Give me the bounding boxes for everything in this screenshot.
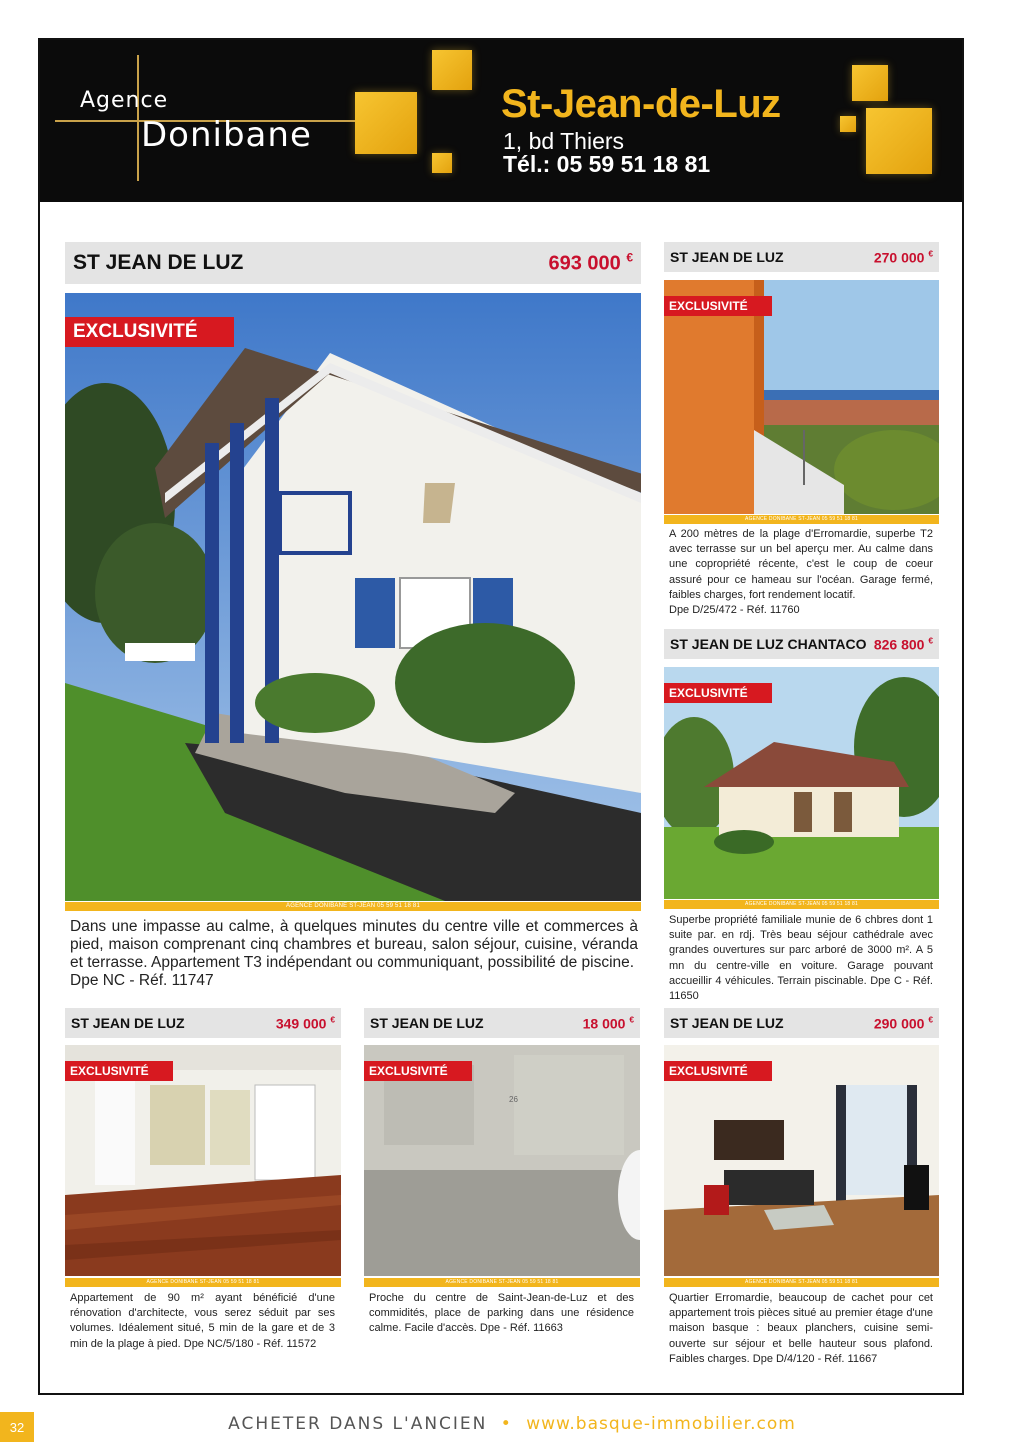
listing-bottom1-photo-credit: AGENCE DONIBANE ST-JEAN 05 59 51 18 81	[65, 1278, 341, 1287]
agency-city: St-Jean-de-Luz	[501, 82, 781, 126]
agency-phone: Tél.: 05 59 51 18 81	[503, 151, 711, 177]
listing-right1-location: ST JEAN DE LUZ	[670, 249, 784, 265]
listing-bottom2-location: ST JEAN DE LUZ	[370, 1015, 484, 1031]
listing-bottom3-description: Quartier Erromardie, beaucoup de cachet pour cet appartement trois pièces situé au premier étage d'une maison basque : beaux planchers, cuisine semi-ouverte sur séjour et belle hauteur sous plafond. Faibles charges. Dpe D/4/120 - Réf. 11667	[669, 1292, 933, 1365]
listing-bottom3-photo-credit: AGENCE DONIBANE ST-JEAN 05 59 51 18 81	[664, 1278, 939, 1287]
listing-bottom2-photo[interactable]	[364, 1045, 640, 1276]
listing-main-description: Dans une impasse au calme, à quelques minutes du centre ville et commerces à pied, maison comprenant cinq chambres et bureau, salon séjour, cuisine, véranda et terrasse. Appartement T3 indépendant ou communiquant, possibilité de piscine. Dpe NC - Réf. 11747	[70, 918, 638, 989]
listing-bottom3-title-bar	[664, 1008, 939, 1038]
listing-main-title-bar	[65, 242, 641, 284]
listing-bottom2-title-bar	[364, 1008, 640, 1038]
listing-right2-description: Superbe propriété familiale munie de 6 chbres dont 1 suite par. en rdj. Très beau séjour cathédrale avec grandes ouvertures sur parc arboré de 3000 m². A 5 mn du centre-ville en voiture. Garage pouvant accueillir 4 véhicules. Terrain piscinable. Dpe C - Réf. 11650	[669, 914, 933, 1003]
logo-divider-vertical	[137, 55, 139, 181]
listing-bottom1-photo[interactable]	[65, 1045, 341, 1276]
listing-main-exclusive-badge: EXCLUSIVITÉ	[65, 317, 234, 347]
logo-square-large	[355, 92, 417, 154]
listing-right2-exclusive-badge: EXCLUSIVITÉ	[664, 683, 772, 703]
agency-name-big: Donibane	[141, 115, 312, 155]
listing-bottom2-price: 18 000 €	[582, 1014, 634, 1032]
footer-website-link[interactable]: www.basque-immobilier.com	[526, 1414, 796, 1434]
logo-square-right-top	[852, 65, 888, 101]
listing-bottom1-title-bar	[65, 1008, 341, 1038]
logo-square-top	[432, 50, 472, 90]
footer-tagline-line	[0, 1414, 1024, 1434]
listing-main-photo[interactable]	[65, 293, 641, 901]
footer-separator: •	[500, 1414, 513, 1434]
listing-right1-exclusive-badge: EXCLUSIVITÉ	[664, 296, 772, 316]
listing-main-ref: Dpe NC - Réf. 11747	[70, 972, 214, 989]
listing-bottom1-price: 349 000 €	[275, 1014, 335, 1032]
listing-right2-location: ST JEAN DE LUZ CHANTACO	[670, 636, 867, 652]
listing-right2-photo[interactable]	[664, 667, 939, 899]
page-number: 32	[0, 1412, 34, 1442]
listing-right2-title-bar	[664, 629, 939, 659]
listing-bottom3-photo[interactable]	[664, 1045, 939, 1276]
listing-right1-price: 270 000 €	[873, 248, 933, 266]
listing-main-photo-credit: AGENCE DONIBANE ST-JEAN 05 59 51 18 81	[65, 902, 641, 911]
listing-right1-ref: Dpe D/25/472 - Réf. 11760	[669, 604, 800, 617]
listing-main-price: 693 000 €	[548, 250, 633, 275]
footer-tagline: ACHETER DANS L'ANCIEN	[228, 1414, 488, 1434]
listing-right1-photo-credit: AGENCE DONIBANE ST-JEAN 05 59 51 18 81	[664, 515, 939, 524]
listing-bottom2-description: Proche du centre de Saint-Jean-de-Luz et des commidités, place de parking dans une résidence calme. Facile d'accès. Dpe - Réf. 11663	[369, 1292, 634, 1335]
listing-bottom3-price: 290 000 €	[873, 1014, 933, 1032]
listing-bottom1-location: ST JEAN DE LUZ	[71, 1015, 185, 1031]
listing-bottom2-photo-credit: AGENCE DONIBANE ST-JEAN 05 59 51 18 81	[364, 1278, 640, 1287]
listing-main-location: ST JEAN DE LUZ	[73, 251, 244, 274]
listing-right1-description: A 200 mètres de la plage d'Erromardie, superbe T2 avec terrasse sur un bel aperçu mer. Au calme dans une copropriété récente, c'est le coup de coeur assuré pour ce hameau sur l'océan. Garage fermé, faibles charges, fort rendement locatif. Dpe D/25/472 - Réf. 11760	[669, 527, 933, 618]
listing-bottom2-exclusive-badge: EXCLUSIVITÉ	[364, 1061, 472, 1081]
listing-right2-photo-credit: AGENCE DONIBANE ST-JEAN 05 59 51 18 81	[664, 900, 939, 909]
logo-square-small	[432, 153, 452, 173]
listing-bottom1-exclusive-badge: EXCLUSIVITÉ	[65, 1061, 173, 1081]
agency-name-small: Agence	[80, 88, 169, 113]
listing-bottom3-exclusive-badge: EXCLUSIVITÉ	[664, 1061, 772, 1081]
wall-number: 26	[509, 1095, 518, 1104]
agency-address: 1, bd Thiers	[503, 128, 625, 154]
listing-bottom1-description: Appartement de 90 m² ayant bénéficié d'une rénovation d'architecte, vous serez séduit par ses volumes. Idéalement situé, 5 min de la gare et de 3 min de la plage à pied. Dpe NC/5/180 - Réf. 11572	[70, 1292, 335, 1350]
logo-square-right-big	[866, 108, 932, 174]
listing-bottom3-location: ST JEAN DE LUZ	[670, 1015, 784, 1031]
listing-right2-price: 826 800 €	[873, 635, 933, 653]
logo-square-right-tiny	[840, 116, 856, 132]
listing-right1-title-bar	[664, 242, 939, 272]
listing-right1-photo[interactable]	[664, 280, 939, 514]
